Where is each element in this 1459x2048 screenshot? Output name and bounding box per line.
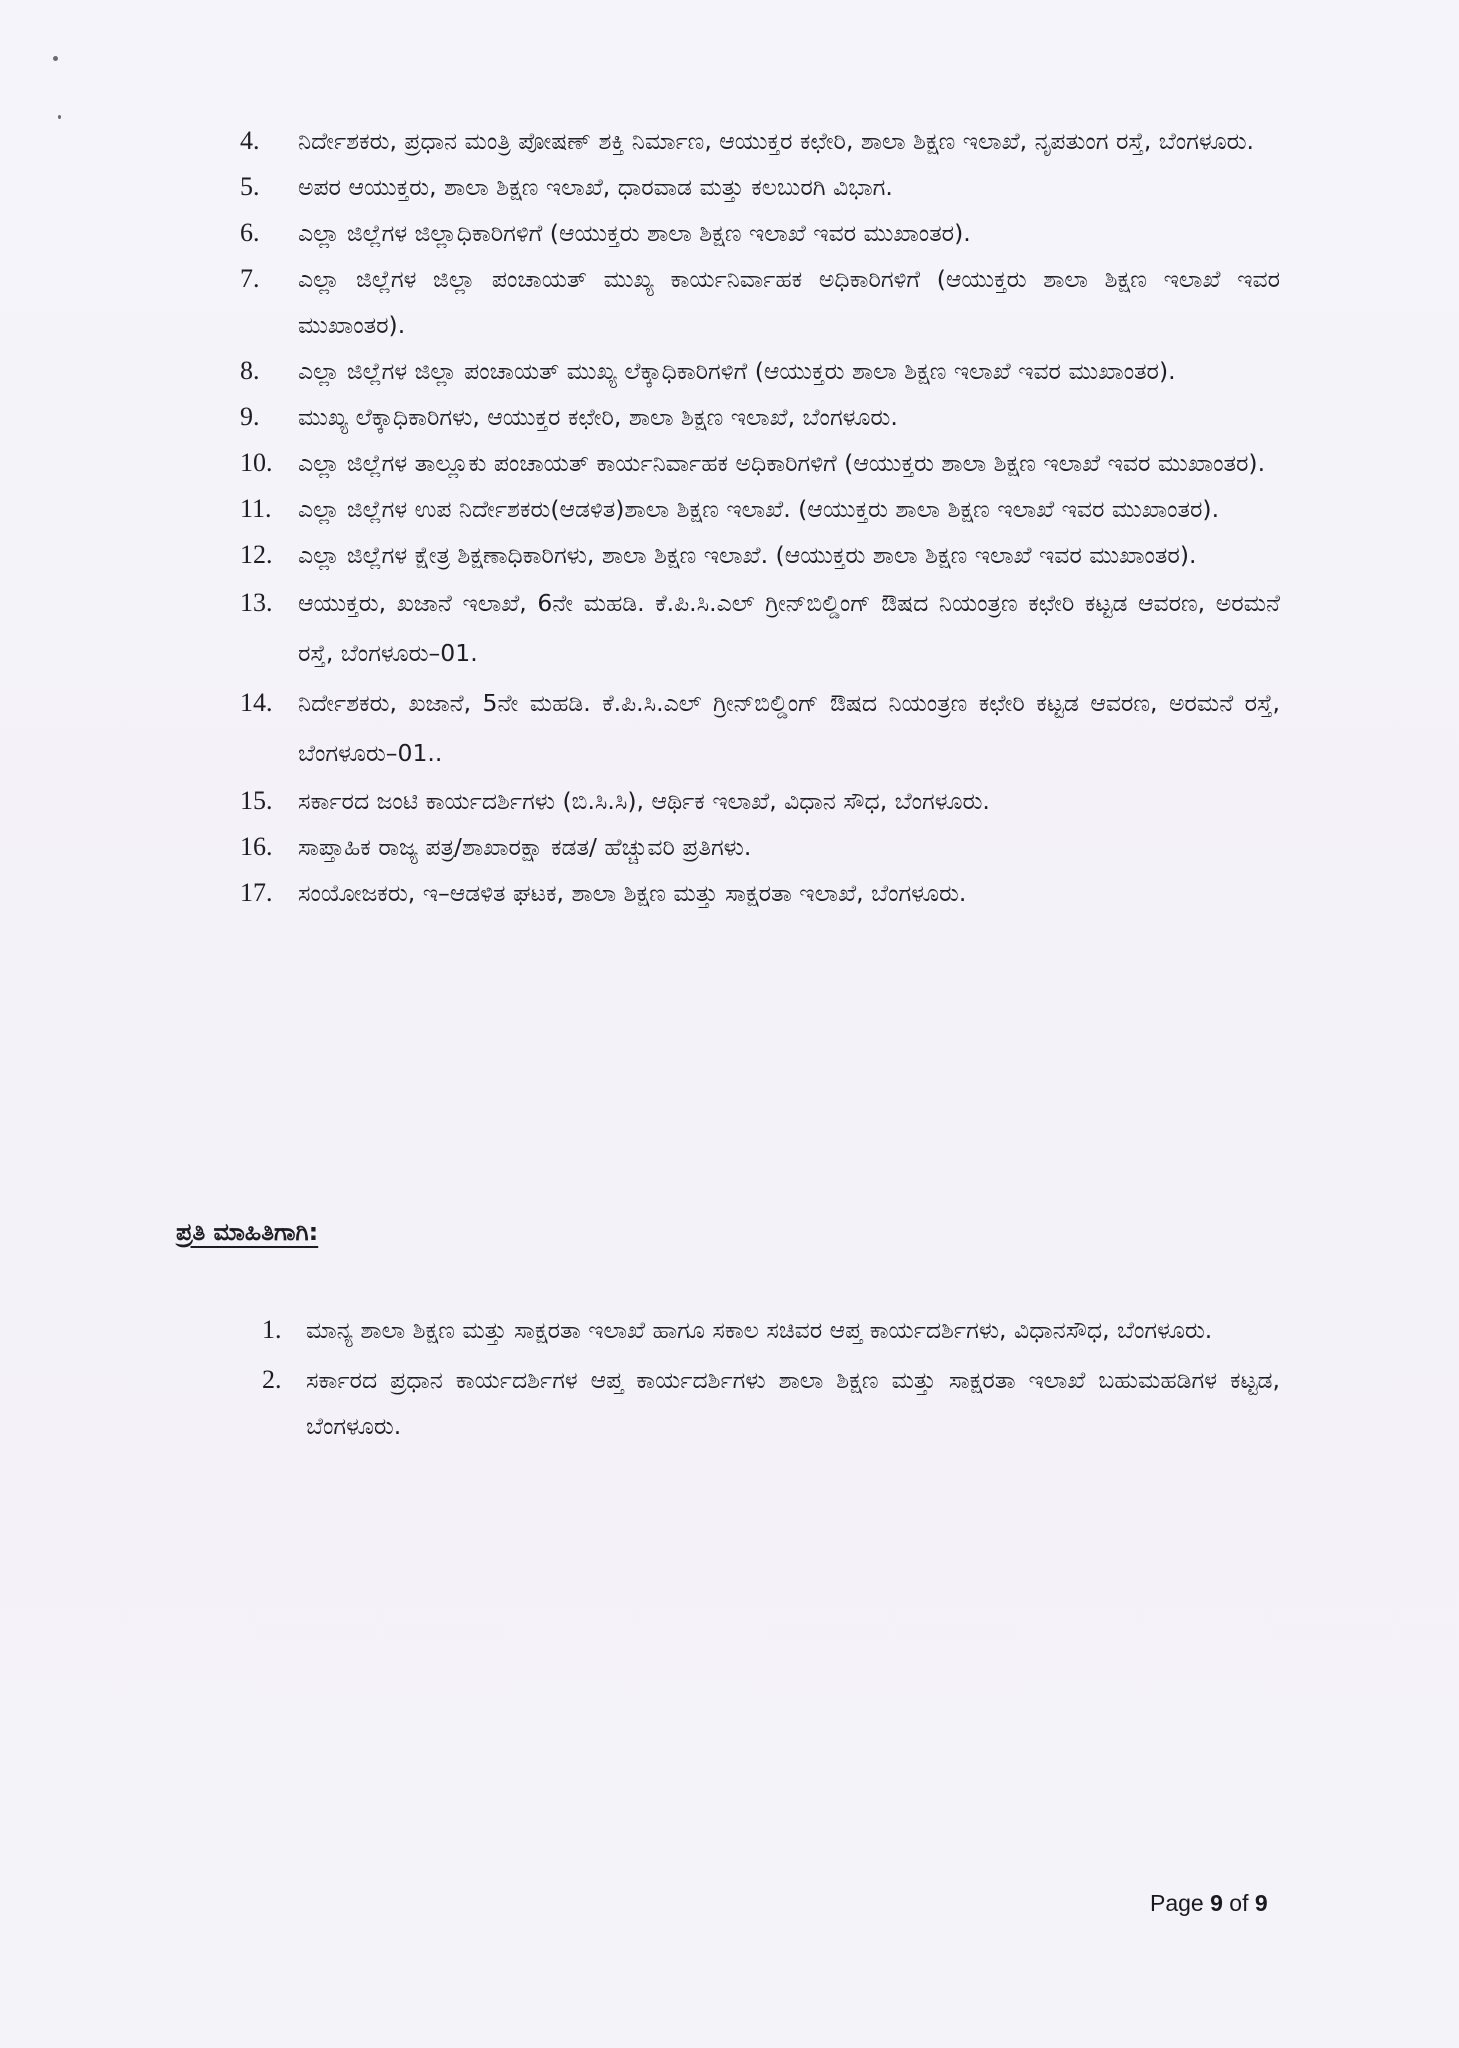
list-item bbox=[240, 486, 1280, 532]
item-number: 15. bbox=[240, 786, 273, 815]
item-text: ಎಲ್ಲಾ ಜಿಲ್ಲೆಗಳ ಉಪ ನಿರ್ದೇಶಕರು(ಆಡಳಿತ)ಶಾಲಾ ಶಿಕ್ಷಣ ಇಲಾಖೆ. (ಆಯುಕ್ತರು ಶಾಲಾ ಶಿಕ್ಷಣ ಇಲಾಖೆ ಇವರ ಮುಖಾಂತರ). bbox=[298, 495, 1220, 523]
item-number: 6. bbox=[240, 218, 260, 247]
item-text: ಸರ್ಕಾರದ ಜಂಟಿ ಕಾರ್ಯದರ್ಶಿಗಳು (ಬಿ.ಸಿ.ಸಿ), ಆರ್ಥಿಕ ಇಲಾಖೆ, ವಿಧಾನ ಸೌಧ, ಬೆಂಗಳೂರು. bbox=[298, 787, 990, 815]
list-item bbox=[240, 394, 1280, 440]
item-number: 1. bbox=[262, 1315, 282, 1344]
distribution-list bbox=[240, 118, 1280, 916]
list-item bbox=[240, 532, 1280, 578]
item-text: ಸಾಪ್ತಾಹಿಕ ರಾಜ್ಯ ಪತ್ರ/ಶಾಖಾರಕ್ಷಾ ಕಡತ/ ಹೆಚ್ಚುವರಿ ಪ್ರತಿಗಳು. bbox=[298, 833, 752, 861]
item-text: ಎಲ್ಲಾ ಜಿಲ್ಲೆಗಳ ಕ್ಷೇತ್ರ ಶಿಕ್ಷಣಾಧಿಕಾರಿಗಳು, ಶಾಲಾ ಶಿಕ್ಷಣ ಇಲಾಖೆ. (ಆಯುಕ್ತರು ಶಾಲಾ ಶಿಕ್ಷಣ ಇಲಾಖೆ ಇವರ ಮುಖಾಂತರ). bbox=[298, 541, 1197, 569]
item-text: ಎಲ್ಲಾ ಜಿಲ್ಲೆಗಳ ಜಿಲ್ಲಾ ಪಂಚಾಯತ್ ಮುಖ್ಯ ಕಾರ್ಯನಿರ್ವಾಹಕ ಅಧಿಕಾರಿಗಳಿಗೆ (ಆಯುಕ್ತರು ಶಾಲಾ ಶಿಕ್ಷಣ ಇಲಾಖೆ ಇವರ ಮುಖಾಂತರ). bbox=[298, 265, 1280, 339]
item-text: ಎಲ್ಲಾ ಜಿಲ್ಲೆಗಳ ಜಿಲ್ಲಾ ಪಂಚಾಯತ್ ಮುಖ್ಯ ಲೆಕ್ಕಾಧಿಕಾರಿಗಳಿಗೆ (ಆಯುಕ್ತರು ಶಾಲಾ ಶಿಕ್ಷಣ ಇಲಾಖೆ ಇವರ ಮುಖಾಂತರ). bbox=[298, 357, 1176, 385]
item-number: 14. bbox=[240, 688, 273, 717]
list-item bbox=[240, 164, 1280, 210]
copy-for-information-heading: ಪ್ರತಿ ಮಾಹಿತಿಗಾಗಿ: bbox=[176, 1218, 319, 1246]
item-text: ಎಲ್ಲಾ ಜಿಲ್ಲೆಗಳ ಜಿಲ್ಲಾಧಿಕಾರಿಗಳಿಗೆ (ಆಯುಕ್ತರು ಶಾಲಾ ಶಿಕ್ಷಣ ಇಲಾಖೆ ಇವರ ಮುಖಾಂತರ). bbox=[298, 219, 971, 247]
item-number: 17. bbox=[240, 878, 273, 907]
item-text: ಸಂಯೋಜಕರು, ಇ–ಆಡಳಿತ ಘಟಕ, ಶಾಲಾ ಶಿಕ್ಷಣ ಮತ್ತು ಸಾಕ್ಷರತಾ ಇಲಾಖೆ, ಬೆಂಗಳೂರು. bbox=[298, 879, 967, 907]
total-pages-number: 9 bbox=[1254, 1890, 1268, 1916]
item-text: ಸರ್ಕಾರದ ಪ್ರಧಾನ ಕಾರ್ಯದರ್ಶಿಗಳ ಆಪ್ತ ಕಾರ್ಯದರ್ಶಿಗಳು ಶಾಲಾ ಶಿಕ್ಷಣ ಮತ್ತು ಸಾಕ್ಷರತಾ ಇಲಾಖೆ ಬಹುಮಹಡಿಗಳ ಕಟ್ಟಡ, ಬೆಂಗಳೂರು. bbox=[306, 1366, 1280, 1440]
page-number-footer bbox=[1150, 1890, 1268, 1917]
scan-speck bbox=[58, 115, 61, 119]
list-item bbox=[240, 824, 1280, 870]
item-number: 11. bbox=[240, 494, 272, 523]
list-item bbox=[240, 778, 1280, 824]
item-number: 10. bbox=[240, 448, 273, 477]
current-page-number: 9 bbox=[1210, 1890, 1223, 1916]
item-number: 16. bbox=[240, 832, 273, 861]
list-item bbox=[240, 348, 1280, 394]
item-number: 2. bbox=[262, 1365, 282, 1394]
page-label: Page bbox=[1150, 1890, 1204, 1916]
item-text: ನಿರ್ದೇಶಕರು, ಪ್ರಧಾನ ಮಂತ್ರಿ ಪೋಷಣ್ ಶಕ್ತಿ ನಿರ್ಮಾಣ, ಆಯುಕ್ತರ ಕಛೇರಿ, ಶಾಲಾ ಶಿಕ್ಷಣ ಇಲಾಖೆ, ನೃಪತುಂಗ ರಸ್ತೆ, ಬೆಂಗಳೂರು. bbox=[298, 127, 1255, 155]
item-text: ಮುಖ್ಯ ಲೆಕ್ಕಾಧಿಕಾರಿಗಳು, ಆಯುಕ್ತರ ಕಛೇರಿ, ಶಾಲಾ ಶಿಕ್ಷಣ ಇಲಾಖೆ, ಬೆಂಗಳೂರು. bbox=[298, 403, 898, 431]
item-text: ಅಪರ ಆಯುಕ್ತರು, ಶಾಲಾ ಶಿಕ್ಷಣ ಇಲಾಖೆ, ಧಾರವಾಡ ಮತ್ತು ಕಲಬುರಗಿ ವಿಭಾಗ. bbox=[298, 173, 893, 201]
list-item bbox=[240, 870, 1280, 916]
item-number: 4. bbox=[240, 126, 260, 155]
item-text: ಮಾನ್ಯ ಶಾಲಾ ಶಿಕ್ಷಣ ಮತ್ತು ಸಾಕ್ಷರತಾ ಇಲಾಖೆ ಹಾಗೂ ಸಕಾಲ ಸಚಿವರ ಆಪ್ತ ಕಾರ್ಯದರ್ಶಿಗಳು, ವಿಧಾನಸೌಧ, ಬೆಂಗಳೂರು. bbox=[306, 1316, 1213, 1344]
list-item bbox=[240, 578, 1280, 678]
copy-list bbox=[262, 1307, 1280, 1453]
item-number: 13. bbox=[240, 588, 273, 617]
item-number: 12. bbox=[240, 540, 273, 569]
item-text: ನಿರ್ದೇಶಕರು, ಖಜಾನೆ, 5ನೇ ಮಹಡಿ. ಕೆ.ಪಿ.ಸಿ.ಎಲ್ ಗ್ರೀನ್‌ಬಿಲ್ಡಿಂಗ್ ಔಷದ ನಿಯಂತ್ರಣ ಕಛೇರಿ ಕಟ್ಟಡ ಆವರಣ, ಅರಮನೆ ರಸ್ತೆ, ಬೆಂಗಳೂರು–01.. bbox=[298, 689, 1280, 767]
item-text: ಆಯುಕ್ತರು, ಖಜಾನೆ ಇಲಾಖೆ, 6ನೇ ಮಹಡಿ. ಕೆ.ಪಿ.ಸಿ.ಎಲ್ ಗ್ರೀನ್‌ಬಿಲ್ಡಿಂಗ್ ಔಷದ ನಿಯಂತ್ರಣ ಕಛೇರಿ ಕಟ್ಟಡ ಆವರಣ, ಅರಮನೆ ರಸ್ತೆ, ಬೆಂಗಳೂರು–01. bbox=[298, 589, 1280, 667]
list-item bbox=[240, 118, 1280, 164]
item-number: 5. bbox=[240, 172, 260, 201]
list-item bbox=[240, 678, 1280, 778]
item-number: 8. bbox=[240, 356, 260, 385]
list-item bbox=[262, 1307, 1280, 1353]
item-number: 9. bbox=[240, 402, 260, 431]
item-text: ಎಲ್ಲಾ ಜಿಲ್ಲೆಗಳ ತಾಲ್ಲೂಕು ಪಂಚಾಯತ್ ಕಾರ್ಯನಿರ್ವಾಹಕ ಅಧಿಕಾರಿಗಳಿಗೆ (ಆಯುಕ್ತರು ಶಾಲಾ ಶಿಕ್ಷಣ ಇಲಾಖೆ ಇವರ ಮುಖಾಂತರ). bbox=[298, 449, 1266, 477]
list-item bbox=[240, 210, 1280, 256]
scan-speck bbox=[53, 56, 58, 61]
of-label: of bbox=[1229, 1890, 1249, 1916]
list-item bbox=[240, 440, 1280, 486]
list-item bbox=[240, 256, 1280, 348]
item-number: 7. bbox=[240, 264, 260, 293]
list-item bbox=[262, 1357, 1280, 1449]
